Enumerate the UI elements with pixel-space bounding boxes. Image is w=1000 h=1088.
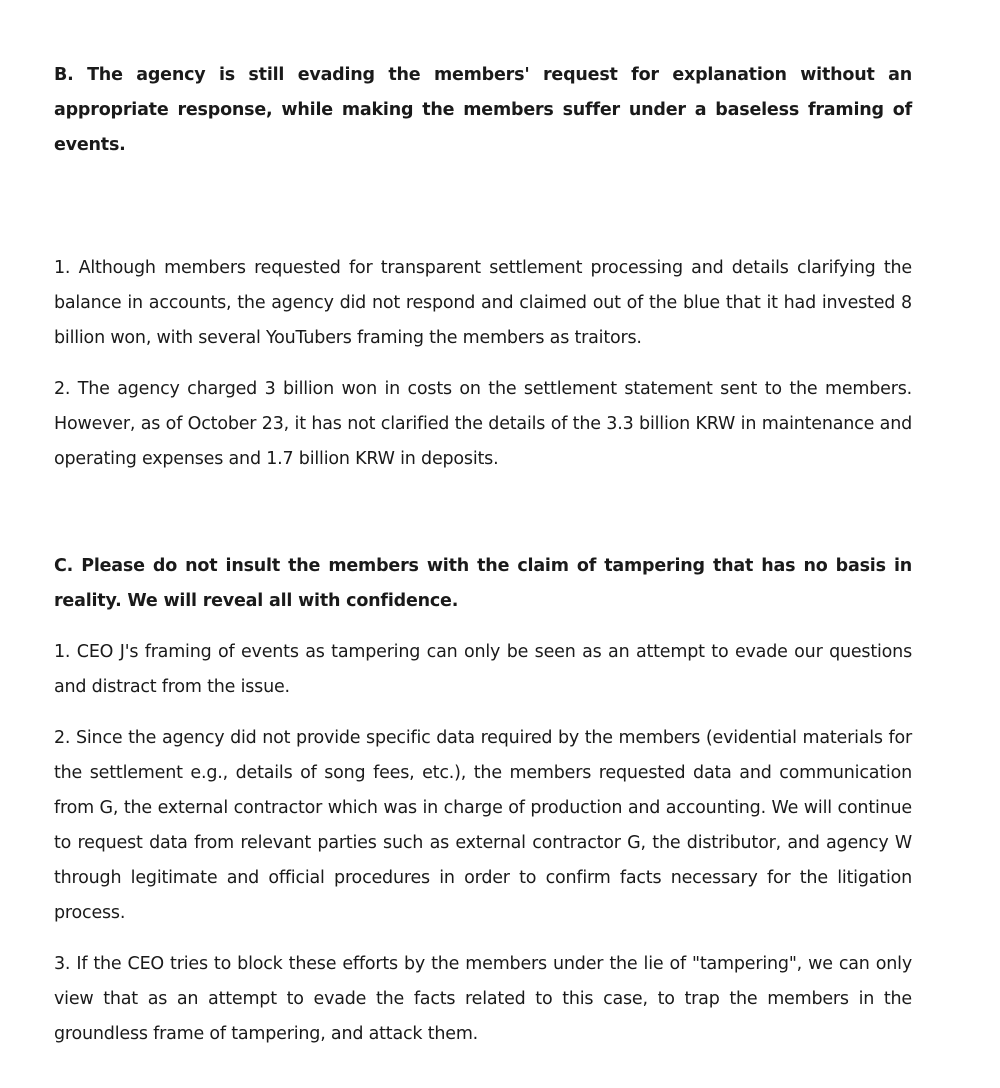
- section-c-item-2: 2. Since the agency did not provide specific data required by the members (evidential materials for the settlement e.g., details of song fees, etc.), the members requested data and communication from G, the external contractor which was in charge of production and accounting. We will continue to request data from relevant parties such as external contractor G, the distributor, and agency W through legitimate and official procedures in order to confirm facts necessary for the litigation process.: [54, 728, 912, 923]
- section-b-item-1: 1. Although members requested for transparent settlement processing and details clarifying the balance in accounts, the agency did not respond and claimed out of the blue that it had invested 8 billion won, with several YouTubers framing the members as traitors.: [54, 258, 912, 348]
- document-page: [54, 58, 912, 1052]
- section-b-heading: B. The agency is still evading the members' request for explanation without an appropriate response, while making the members suffer under a baseless framing of events.: [54, 65, 912, 155]
- section-c-item-3: 3. If the CEO tries to block these efforts by the members under the lie of "tampering", we can only view that as an attempt to evade the facts related to this case, to trap the members in the groundless frame of tampering, and attack them.: [54, 954, 912, 1044]
- section-c-item-1: 1. CEO J's framing of events as tampering can only be seen as an attempt to evade our questions and distract from the issue.: [54, 642, 912, 697]
- section-c-heading: C. Please do not insult the members with the claim of tampering that has no basis in reality. We will reveal all with confidence.: [54, 556, 912, 611]
- section-b-item-2: 2. The agency charged 3 billion won in costs on the settlement statement sent to the members. However, as of October 23, it has not clarified the details of the 3.3 billion KRW in maintenance and operating expenses and 1.7 billion KRW in deposits.: [54, 379, 912, 469]
